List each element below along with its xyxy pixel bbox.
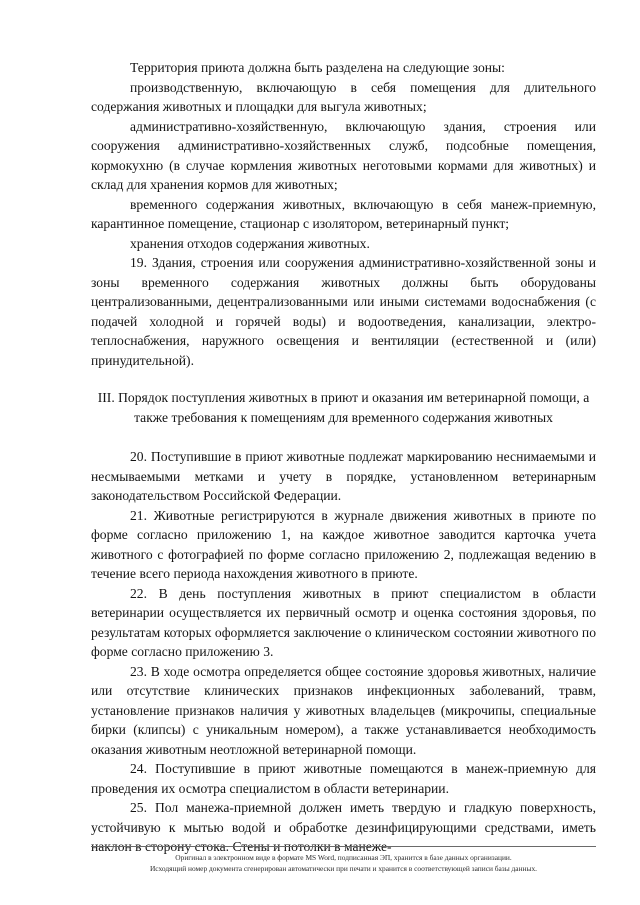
paragraph-zone-administrative: административно-хозяйственную, включающую здания, строения или сооружения административно-хозяйственных служб, подсобные помещения, кормокухню (в случае кормления животных неготовыми кормами для животных) и склад для хранения кормов для животных; (91, 118, 596, 192)
document-body (91, 58, 596, 857)
paragraph-zone-production: производственную, включающую в себя помещения для длительного содержания животных и площадки для выгула животных; (91, 79, 596, 114)
paragraph-zones-intro: Территория приюта должна быть разделена на следующие зоны: (130, 60, 505, 75)
footer-line-original: Оригинал в электронном виде в формате MS Word, подписанная ЭП, хранится в базе данных организации. (175, 853, 512, 862)
paragraph-item-25: 25. Пол манежа-приемной должен иметь твердую и гладкую поверхность, устойчивую к мытью водой и обработке дезинфицирующими средствами, иметь наклон в сторону стока. Стены и потолки в манеже- (91, 800, 596, 854)
paragraph-item-21: 21. Животные регистрируются в журнале движения животных в приюте по форме согласно приложению 1, на каждое животное заводится карточка учета животного с фотографией по форме согласно приложению 2, подлежащая ведению в течение всего периода нахождения животного в приюте. (91, 507, 596, 581)
paragraph-item-23: 23. В ходе осмотра определяется общее состояние здоровья животных, наличие или отсутствие клинических признаков инфекционных заболеваний, травм, установление признаков наличия у животных владельцев (микрочипы, специальные бирки (клипсы) с уникальным номером), а также устанавливается необходимость оказания животным неотложной ветеринарной помощи. (91, 663, 596, 757)
paragraph-item-20: 20. Поступившие в приют животные подлежат маркированию неснимаемыми и несмываемыми метками и учету в порядке, установленном ветеринарным законодательством Российской Федерации. (91, 449, 596, 503)
footer-line-number: Исходящий номер документа сгенерирован автоматически при печати и хранится в соответствующей записи базы данных. (149, 864, 538, 873)
document-footer (80, 852, 607, 874)
paragraph-item-22: 22. В день поступления животных в приют специалистом в области ветеринарии осуществляется их первичный осмотр и оценка состояния здоровья, по результатам которых оформляется заключение о клиническом состоянии животного по форме согласно приложению 3. (91, 585, 596, 659)
paragraph-zone-temporary: временного содержания животных, включающую в себя манеж-приемную, карантинное помещение, стационар с изолятором, ветеринарный пункт; (91, 196, 596, 231)
paragraph-item-19: 19. Здания, строения или сооружения административно-хозяйственной зоны и зоны временного содержания животных должны быть оборудованы централизованными, децентрализованными или иными системами водоснабжения (с подачей холодной и горячей воды) и водоотведения, канализации, электро-теплоснабжения, наружного освещения и вентиляции (естественной и (или) принудительной). (91, 255, 596, 368)
paragraph-item-24: 24. Поступившие в приют животные помещаются в манеж-приемную для проведения их осмотра специалистом в области ветеринарии. (91, 761, 596, 796)
paragraph-zone-waste: хранения отходов содержания животных. (130, 235, 370, 251)
section-heading: III. Порядок поступления животных в приют и оказания им ветеринарной помощи, а также требования к помещениям для временного содержания животных (97, 390, 590, 425)
footer-divider (91, 846, 596, 847)
heading-spacer (91, 427, 596, 447)
